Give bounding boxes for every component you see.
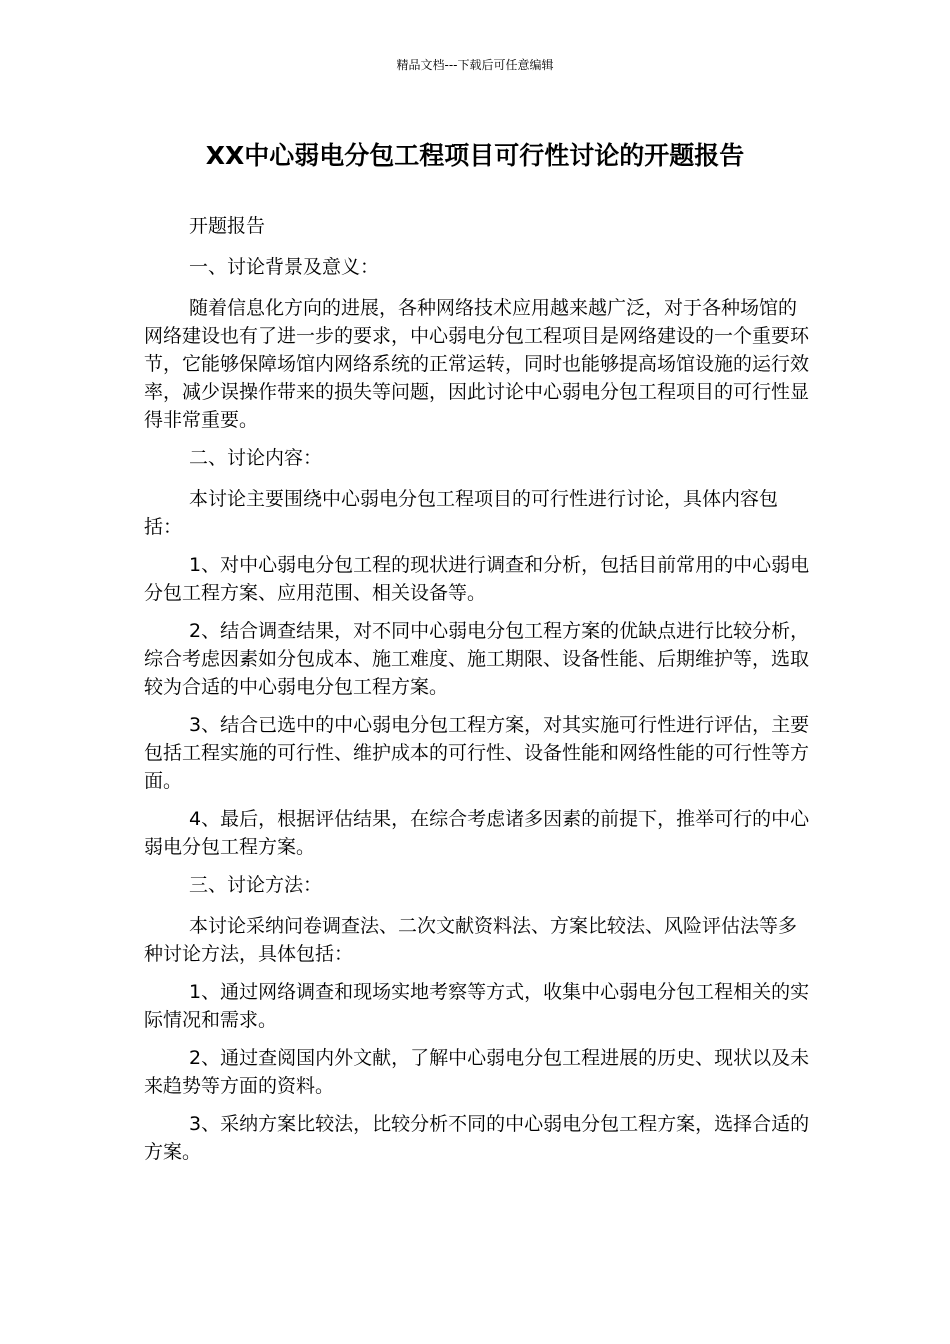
paragraph-content-item-3: 3、结合已选中的中心弱电分包工程方案，对其实施可行性进行评估，主要包括工程实施的可行性、维护成本的可行性、设备性能和网络性能的可行性等方面。: [144, 714, 810, 792]
paragraph-background: 随着信息化方向的进展，各种网络技术应用越来越广泛，对于各种场馆的网络建设也有了进一步的要求，中心弱电分包工程项目是网络建设的一个重要环节，它能够保障场馆内网络系统的正常运转，同时也能够提高场馆设施的运行效率，减少误操作带来的损失等问题，因此讨论中心弱电分包工程项目的可行性显得非常重要。: [144, 297, 810, 431]
header-note: 精品文档---下载后可任意编辑: [396, 58, 554, 72]
paragraph-content-item-1: 1、对中心弱电分包工程的现状进行调查和分析，包括目前常用的中心弱电分包工程方案、应用范围、相关设备等。: [144, 554, 810, 604]
paragraph-method-item-1: 1、通过网络调查和现场实地考察等方式，收集中心弱电分包工程相关的实际情况和需求。: [144, 981, 810, 1031]
paragraph-method-item-2: 2、通过查阅国内外文献，了解中心弱电分包工程进展的历史、现状以及未来趋势等方面的资料。: [144, 1047, 810, 1097]
paragraph-content-intro: 本讨论主要围绕中心弱电分包工程项目的可行性进行讨论，具体内容包括：: [144, 488, 779, 538]
paragraph-method-item-3: 3、采纳方案比较法，比较分析不同的中心弱电分包工程方案，选择合适的方案。: [144, 1113, 810, 1163]
section-heading-content: 二、讨论内容：: [189, 447, 323, 469]
paragraph-method-intro: 本讨论采纳问卷调查法、二次文献资料法、方案比较法、风险评估法等多种讨论方法，具体包括：: [144, 915, 798, 965]
section-heading-method: 三、讨论方法：: [189, 874, 323, 896]
document-body: [144, 212, 812, 1176]
section-heading-background: 一、讨论背景及意义：: [189, 256, 380, 278]
paragraph-content-item-4: 4、最后，根据评估结果，在综合考虑诸多因素的前提下，推举可行的中心弱电分包工程方案。: [144, 808, 810, 858]
section-label: 开题报告: [189, 215, 266, 237]
paragraph-content-item-2: 2、结合调查结果，对不同中心弱电分包工程方案的优缺点进行比较分析，综合考虑因素如分包成本、施工难度、施工期限、设备性能、后期维护等，选取较为合适的中心弱电分包工程方案。: [144, 620, 810, 698]
document-title: XX中心弱电分包工程项目可行性讨论的开题报告: [205, 141, 745, 170]
